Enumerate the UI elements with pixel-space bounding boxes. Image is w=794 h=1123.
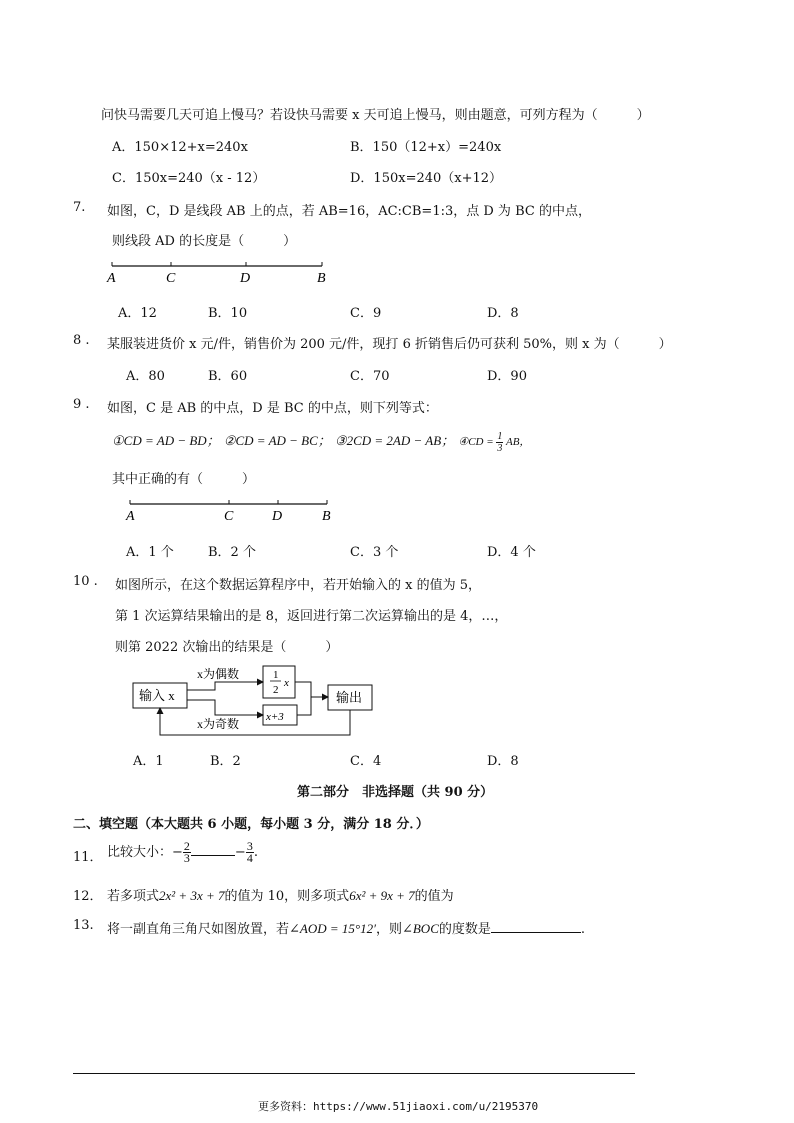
q13-stem-b: ，则 [375, 922, 402, 937]
q11-fraction-a-numerator: 2 [183, 839, 190, 853]
q8-option-c[interactable]: C．70 [350, 369, 390, 384]
q10-input-label: 输入 x [139, 688, 175, 703]
q6-option-a[interactable]: A．150×12+x=240x [112, 140, 248, 155]
q9-option-d[interactable]: D．4 个 [487, 545, 536, 560]
q7-stem-2: 则线段 AD 的长度是（ ） [112, 234, 297, 249]
q13-angle-1: ∠AOD = 15°12′ [289, 921, 376, 936]
q10-stem-2: 第 1 次运算结果输出的是 8，返回进行第二次运算输出的是 4，…， [115, 609, 508, 624]
q13-stem-c: 的度数是 [438, 922, 491, 937]
q9-eq-1: ①CD = AD − BD； [112, 433, 220, 448]
q10-stem-3: 则第 2022 次输出的结果是（ ） [115, 640, 339, 655]
q10-output-label: 输出 [336, 690, 363, 705]
q12-stem-b: 的值为 10，则多项式 [224, 889, 350, 904]
q9-equations [112, 430, 530, 454]
q9-eq-4-numerator: 1 [497, 430, 503, 442]
part-two-heading: 第二部分 非选择题（共 90 分） [297, 785, 494, 800]
q9-eq-4-denominator: 3 [497, 442, 503, 454]
q7-option-b[interactable]: B．10 [208, 306, 248, 321]
q11-fraction-a-denominator: 3 [183, 851, 190, 865]
q10-plus3-output-line [297, 697, 311, 715]
q10-half-denominator: 2 [273, 684, 279, 696]
q9-label-b: B [322, 509, 331, 524]
q11-fraction-b-denominator: 4 [246, 851, 253, 865]
q9-eq-2: ②CD = AD − BC； [223, 433, 331, 448]
q9-segment-diagram [120, 496, 350, 526]
q9-label-c: C [224, 509, 234, 524]
q10-half-numerator: 1 [273, 669, 279, 681]
q7-number: 7. [73, 200, 86, 215]
q8-number: 8 . [73, 333, 90, 348]
q10-half-output-arrow [295, 682, 328, 697]
q9-stem-2: 其中正确的有（ ） [112, 472, 256, 487]
q7-segment-diagram [100, 258, 340, 288]
q12-poly-2: 6x² + 9x + 7 [349, 888, 415, 903]
section-two-heading: 二、填空题（本大题共 6 小题，每小题 3 分，满分 18 分．） [73, 817, 429, 832]
q9-eq-4 [458, 430, 531, 454]
q10-even-arrow [187, 682, 263, 690]
q9-option-b[interactable]: B．2 个 [208, 545, 256, 560]
q7-option-a[interactable]: A．12 [118, 306, 157, 321]
footer-link[interactable]: 更多资料：https://www.51jiaoxi.com/u/2195370 [258, 1100, 539, 1113]
q8-option-d[interactable]: D．90 [487, 369, 527, 384]
q9-eq-4-post: AB， [505, 436, 531, 448]
q6-option-d[interactable]: D．150x=240（x+12） [350, 171, 503, 186]
q8-option-a[interactable]: A．80 [126, 369, 165, 384]
q13-number: 13. [73, 918, 94, 933]
q11-body [107, 838, 258, 868]
q10-half-variable: x [284, 677, 289, 689]
q11-end: . [253, 845, 258, 860]
q7-stem: 如图，C，D 是线段 AB 上的点，若 AB=16，AC:CB=1:3，点 D 为 BC 的中点， [107, 204, 591, 219]
q12-body [107, 885, 454, 904]
q7-option-c[interactable]: C．9 [350, 306, 382, 321]
q9-option-a[interactable]: A．1 个 [126, 545, 174, 560]
q12-poly-1: 2x² + 3x + 7 [159, 888, 225, 903]
q10-odd-arrow [187, 700, 263, 715]
q10-option-b[interactable]: B．2 [210, 754, 241, 769]
q9-label-a: A [126, 509, 135, 524]
q9-eq-3: ③2CD = 2AD − AB； [334, 433, 455, 448]
q7-label-a: A [107, 271, 116, 286]
q6-option-c[interactable]: C．150x=240（x - 12） [112, 171, 266, 186]
q7-option-d[interactable]: D．8 [487, 306, 519, 321]
q6-option-b[interactable]: B．150（12+x）=240x [350, 140, 502, 155]
q10-odd-label: x为奇数 [197, 717, 240, 731]
q13-body [107, 918, 585, 937]
q9-label-d: D [272, 509, 283, 524]
q13-stem-a: 将一副直角三角尺如图放置，若 [107, 922, 290, 937]
q12-stem-c: 的值为 [414, 889, 454, 904]
q11-minus-a: − [172, 845, 183, 860]
q11-number: 11． [73, 850, 103, 865]
q11-minus-b: − [234, 845, 246, 860]
q9-option-c[interactable]: C．3 个 [350, 545, 399, 560]
q10-number: 10 . [73, 574, 98, 589]
q9-number: 9 . [73, 397, 90, 412]
q10-option-c[interactable]: C．4 [350, 754, 382, 769]
q12-stem-a: 若多项式 [107, 889, 160, 904]
q10-option-d[interactable]: D．8 [487, 754, 519, 769]
q7-label-c: C [166, 271, 176, 286]
q10-plus3-label: x+3 [266, 711, 284, 723]
q9-eq-4-fraction [496, 431, 503, 454]
q10-even-label: x为偶数 [197, 667, 240, 681]
q10-half-box [263, 666, 295, 698]
footer-divider [73, 1073, 635, 1074]
q9-stem: 如图，C 是 AB 的中点，D 是 BC 的中点，则下列等式： [107, 401, 438, 416]
q10-flowchart [125, 660, 385, 740]
q10-option-a[interactable]: A．1 [133, 754, 164, 769]
q11-fraction-b [246, 841, 254, 864]
q11-fraction-b-numerator: 3 [246, 839, 253, 853]
q6-stem: 问快马需要几天可追上慢马？若设快马需要 x 天可追上慢马，则由题意，可列方程为（ ） [101, 108, 650, 123]
q9-eq-4-pre: ④CD = [458, 436, 494, 448]
q10-stem: 如图所示，在这个数据运算程序中，若开始输入的 x 的值为 5， [115, 578, 481, 593]
q7-label-b: B [317, 271, 326, 286]
q12-number: 12． [73, 889, 103, 904]
q8-option-b[interactable]: B．60 [208, 369, 248, 384]
q13-angle-2: ∠BOC [401, 921, 439, 936]
q13-end: . [580, 922, 586, 937]
q10-return-arrow [160, 708, 350, 735]
q13-answer-blank[interactable] [491, 918, 581, 933]
q11-stem: 比较大小： [107, 845, 173, 860]
q7-label-d: D [240, 271, 251, 286]
q11-fraction-a [183, 841, 191, 864]
q11-answer-blank[interactable] [191, 841, 235, 856]
q8-stem: 某服装进货价 x 元/件，销售价为 200 元/件，现打 6 折销售后仍可获利 50%，则 x 为（ ） [107, 337, 672, 352]
